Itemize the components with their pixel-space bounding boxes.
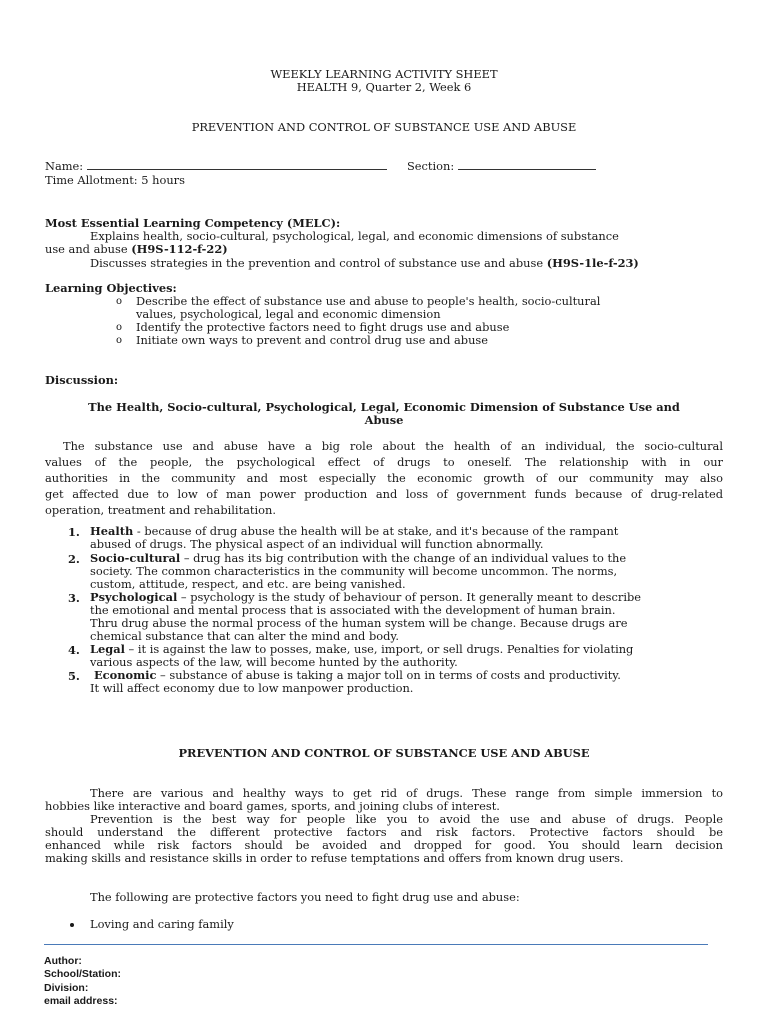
prevention-paragraph-line: There are various and healthy ways to get rid of drugs. These range from simple immersion to (90, 786, 723, 800)
sheet-topic: PREVENTION AND CONTROL OF SUBSTANCE USE AND ABUSE (191, 120, 577, 134)
time-allotment: Time Allotment: 5 hours (45, 173, 185, 187)
dimension-text-cont: society. The common characteristics in the community will become uncommon. The norms, (90, 564, 618, 578)
dimension-text: – psychology is the study of behaviour of person. It generally meant to describe (177, 590, 642, 604)
prevention-paragraph-line: enhanced while risk factors should be avoided and dropped for good. You should learn decision (45, 838, 723, 852)
sheet-title: WEEKLY LEARNING ACTIVITY SHEET (270, 67, 498, 81)
footer-divider (44, 944, 708, 945)
melc-code-1: (H9S-112-f-22) (131, 242, 228, 256)
discussion-paragraph-line: operation, treatment and rehabilitation. (45, 503, 276, 517)
protective-factors-intro: The following are protective factors you need to fight drug use and abuse: (90, 890, 520, 904)
sheet-subtitle: HEALTH 9, Quarter 2, Week 6 (296, 80, 472, 94)
item-number: 2. (68, 552, 80, 566)
footer-author: Author: (44, 955, 82, 967)
dimension-text-cont: chemical substance that can alter the mind and body. (90, 629, 399, 643)
footer-school: School/Station: (44, 968, 121, 980)
discussion-subheading-cont: Abuse (364, 413, 404, 427)
footer-email: email address: (44, 995, 118, 1007)
circle-bullet-icon: o (116, 335, 123, 346)
section-blank[interactable] (458, 159, 596, 170)
prevention-paragraph-line: Prevention is the best way for people like you to avoid the use and abuse of drugs. People (90, 812, 723, 826)
objective-item-cont: values, psychological, legal and economic dimension (136, 307, 441, 321)
melc-code-2: (H9S-1le-f-23) (546, 256, 639, 270)
discussion-paragraph-line: get affected due to low of man power production and loss of government funds because of drug-related (45, 487, 723, 501)
objectives-heading: Learning Objectives: (45, 281, 177, 295)
melc-heading: Most Essential Learning Competency (MELC): (45, 216, 341, 230)
objective-item: Identify the protective factors need to fight drugs use and abuse (136, 320, 510, 334)
name-label: Name: (45, 159, 84, 173)
dimension-text-cont: various aspects of the law, will become hunted by the authority. (90, 655, 458, 669)
melc-line-2 (45, 243, 228, 256)
prevention-paragraph-line: making skills and resistance skills in order to refuse temptations and offers from known drug users. (45, 851, 624, 865)
section-field[interactable] (407, 159, 596, 173)
dimension-term: Socio-cultural (90, 551, 181, 565)
item-number: 3. (68, 591, 80, 605)
melc-line-3-text: Discusses strategies in the prevention and control of substance use and abuse (90, 256, 547, 270)
item-number: 4. (68, 643, 80, 657)
objective-item: Describe the effect of substance use and abuse to people's health, socio-cultural (136, 294, 601, 308)
melc-line-3 (90, 257, 639, 270)
prevention-paragraph-line: should understand the different protective factors and risk factors. Protective factors should be (45, 825, 723, 839)
dimension-text: - because of drug abuse the health will be at stake, and it's because of the rampant (133, 524, 619, 538)
footer-division: Division: (44, 982, 89, 994)
discussion-paragraph-line: authorities in the community and most especially the economic growth of our community may also (45, 471, 723, 485)
dimension-text-cont: Thru drug abuse the normal process of the human system will be change. Because drugs are (90, 616, 628, 630)
circle-bullet-icon: o (116, 322, 123, 333)
item-number: 5. (68, 669, 80, 683)
dimension-term: Legal (90, 642, 125, 656)
dimension-text-cont: the emotional and mental process that is associated with the development of human brain. (90, 603, 616, 617)
discussion-subheading: The Health, Socio-cultural, Psychological, Legal, Economic Dimension of Substance Use and (88, 400, 680, 414)
item-number: 1. (68, 525, 80, 539)
bullet-icon (70, 923, 74, 927)
dimension-text: – it is against the law to posses, make, use, import, or sell drugs. Penalties for violating (124, 642, 634, 656)
dimension-term: Psychological (90, 590, 178, 604)
name-field[interactable] (45, 159, 387, 173)
dimension-term: Economic (94, 668, 157, 682)
objective-item: Initiate own ways to prevent and control drug use and abuse (136, 333, 489, 347)
prevention-heading: PREVENTION AND CONTROL OF SUBSTANCE USE AND ABUSE (178, 746, 590, 760)
dimension-text-cont: abused of drugs. The physical aspect of an individual will function abnormally. (90, 537, 544, 551)
protective-factor-item: Loving and caring family (90, 917, 234, 931)
discussion-paragraph-line: The substance use and abuse have a big role about the health of an individual, the socio-cultural (63, 439, 723, 453)
dimension-text-cont: custom, attitude, respect, and etc. are being vanished. (90, 577, 406, 591)
circle-bullet-icon: o (116, 296, 123, 307)
melc-line-1: Explains health, socio-cultural, psychological, legal, and economic dimensions of substance (90, 229, 619, 243)
dimension-text: – drug has its big contribution with the change of an individual values to the (180, 551, 627, 565)
name-blank[interactable] (87, 159, 387, 170)
dimension-term: Health (90, 524, 134, 538)
dimension-text-cont: It will affect economy due to low manpower production. (90, 681, 414, 695)
section-label: Section: (407, 159, 455, 173)
prevention-paragraph-line: hobbies like interactive and board games, sports, and joining clubs of interest. (45, 799, 500, 813)
dimension-text: – substance of abuse is taking a major toll on in terms of costs and productivity. (156, 668, 621, 682)
melc-line-2-text: use and abuse (45, 242, 132, 256)
discussion-heading: Discussion: (45, 373, 119, 387)
discussion-paragraph-line: values of the people, the psychological effect of drugs to oneself. The relationship with in our (45, 455, 723, 469)
